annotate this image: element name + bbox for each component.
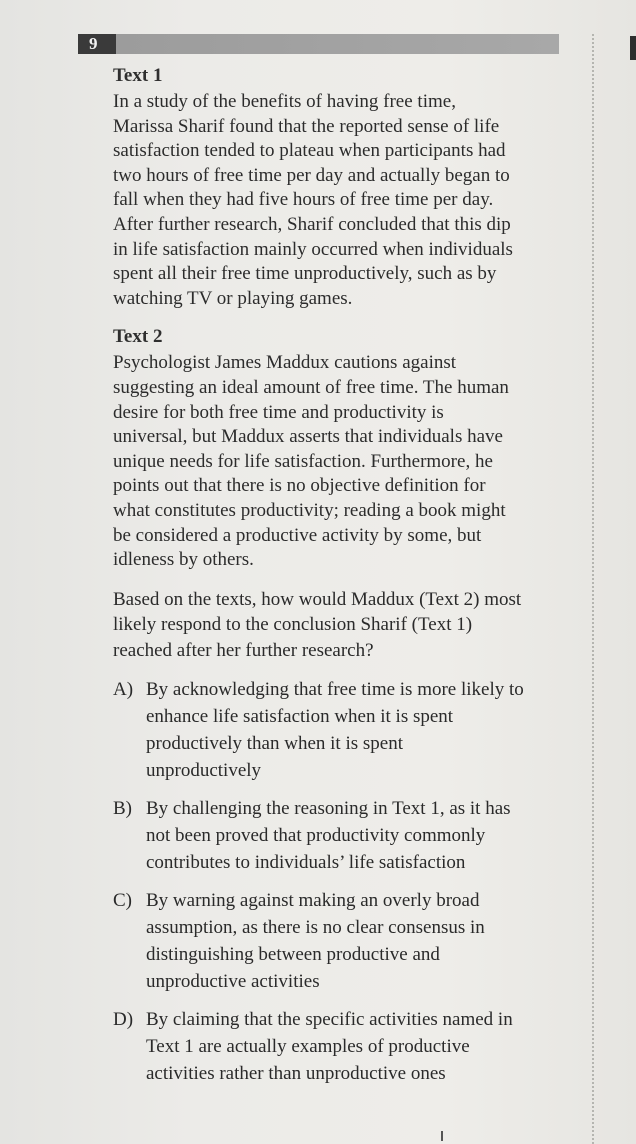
text1-line: spent all their free time unproductively, such as by bbox=[113, 263, 497, 285]
choice-line: assumption, as there is no clear consensus in bbox=[146, 917, 485, 938]
passage-area bbox=[113, 64, 583, 663]
choice-c[interactable] bbox=[113, 887, 583, 995]
choice-letter: A) bbox=[113, 679, 134, 700]
text1-line: After further research, Sharif concluded that this dip bbox=[113, 213, 511, 235]
text1-line: fall when they had five hours of free time per day. bbox=[113, 189, 494, 211]
choice-text bbox=[146, 887, 583, 995]
text1-line: In a study of the benefits of having free time, bbox=[113, 91, 456, 112]
text2-line: be considered a productive activity by some, but bbox=[113, 524, 482, 546]
choice-line: By claiming that the specific activities named in bbox=[146, 1009, 513, 1030]
text2-line: Psychologist James Maddux cautions against bbox=[113, 352, 457, 374]
question-line: likely respond to the conclusion Sharif (Text 1) bbox=[113, 614, 473, 636]
choice-letter: D) bbox=[113, 1009, 134, 1030]
column-divider bbox=[592, 34, 594, 1144]
question-line: Based on the texts, how would Maddux (Text 2) most bbox=[113, 588, 522, 610]
text1-paragraph bbox=[113, 90, 583, 311]
choice-line: By warning against making an overly broad bbox=[146, 890, 480, 911]
text1-line: watching TV or playing games. bbox=[113, 287, 353, 309]
question-stem bbox=[113, 587, 583, 664]
choice-line: unproductively bbox=[146, 760, 262, 781]
choice-letter: B) bbox=[113, 798, 132, 819]
text2-line: desire for both free time and productivity is bbox=[113, 401, 444, 423]
text1-heading: Text 1 bbox=[113, 65, 163, 86]
text1-line: satisfaction tended to plateau when participants had bbox=[113, 140, 506, 162]
text2-heading: Text 2 bbox=[113, 326, 163, 348]
text2-line: what constitutes productivity; reading a book might bbox=[113, 499, 506, 521]
answer-choices bbox=[113, 676, 583, 1098]
choice-text bbox=[146, 795, 583, 876]
choice-line: productively than when it is spent bbox=[146, 733, 403, 754]
choice-letter: C) bbox=[113, 890, 132, 911]
text1-line: in life satisfaction mainly occurred when individuals bbox=[113, 238, 513, 260]
margin-tick bbox=[441, 1131, 443, 1141]
text2-line: universal, but Maddux asserts that individuals have bbox=[113, 426, 503, 448]
choice-line: distinguishing between productive and bbox=[146, 944, 440, 965]
choice-line: enhance life satisfaction when it is spent bbox=[146, 706, 454, 727]
choice-b[interactable] bbox=[113, 795, 583, 876]
question-line: reached after her further research? bbox=[113, 639, 374, 661]
choice-text bbox=[146, 1006, 583, 1087]
choice-line: By acknowledging that free time is more likely to bbox=[146, 679, 524, 700]
text1-line: two hours of free time per day and actually began to bbox=[113, 164, 510, 186]
text2-line: suggesting an ideal amount of free time. The human bbox=[113, 376, 509, 398]
question-number-bar bbox=[78, 34, 559, 54]
choice-line: activities rather than unproductive ones bbox=[146, 1063, 446, 1084]
choice-line: By challenging the reasoning in Text 1, as it has bbox=[146, 798, 511, 819]
choice-line: contributes to individuals’ life satisfaction bbox=[146, 852, 466, 873]
text2-paragraph bbox=[113, 351, 583, 572]
choice-a[interactable] bbox=[113, 676, 583, 784]
choice-text bbox=[146, 676, 583, 784]
page-edge-mark bbox=[630, 36, 636, 60]
text2-line: idleness by others. bbox=[113, 549, 254, 571]
text2-line: points out that there is no objective definition for bbox=[113, 475, 486, 497]
text1-line: Marissa Sharif found that the reported sense of life bbox=[113, 115, 500, 137]
choice-d[interactable] bbox=[113, 1006, 583, 1087]
choice-line: unproductive activities bbox=[146, 971, 320, 992]
choice-line: Text 1 are actually examples of productive bbox=[146, 1036, 470, 1057]
text2-line: unique needs for life satisfaction. Furthermore, he bbox=[113, 450, 493, 472]
question-number: 9 bbox=[89, 34, 98, 53]
choice-line: not been proved that productivity commonly bbox=[146, 825, 486, 846]
